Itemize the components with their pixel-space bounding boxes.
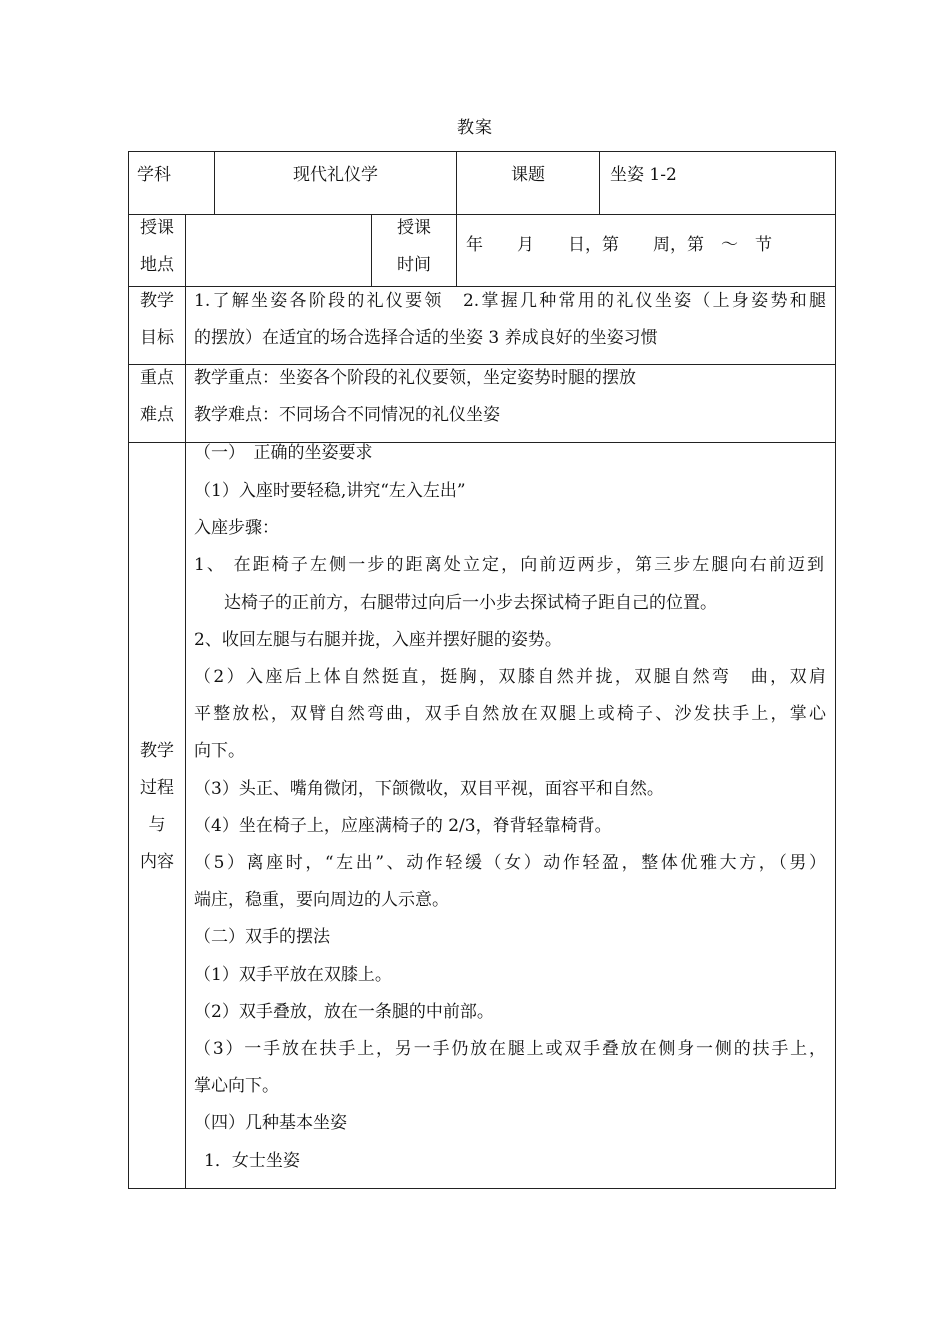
- process-line: 掌心向下。: [194, 1076, 279, 1096]
- location-label-line-1: 授课: [140, 218, 174, 238]
- table-border-top: [128, 151, 836, 152]
- table-border-right: [835, 151, 836, 1189]
- key-points-line-2: 教学难点：不同场合不同情况的礼仪坐姿: [194, 405, 500, 425]
- table-border-bottom: [128, 1188, 836, 1189]
- key-points-line-1: 教学重点：坐姿各个阶段的礼仪要领，坐定姿势时腿的摆放: [194, 368, 636, 388]
- process-line: 端庄，稳重，要向周边的人示意。: [194, 890, 449, 910]
- key-points-label-line-1: 重点: [140, 368, 174, 388]
- topic-value: 坐姿 1-2: [610, 165, 677, 185]
- process-label-line-4: 内容: [140, 852, 174, 872]
- process-line: （3）一手放在扶手上，另一手仍放在腿上或双手叠放在侧身一侧的扶手上，: [194, 1039, 826, 1059]
- location-label-line-2: 地点: [140, 255, 174, 275]
- objectives-line-2: 的摆放）在适宜的场合选择合适的坐姿 3 养成良好的坐姿习惯: [194, 328, 658, 348]
- process-label-line-3: 与: [148, 815, 166, 835]
- table-col-divider: [456, 214, 457, 287]
- subject-label: 学科: [137, 165, 171, 185]
- document-title: 教案: [457, 118, 493, 138]
- time-label-line-2: 时间: [397, 255, 431, 275]
- subject-value: 现代礼仪学: [293, 165, 378, 185]
- process-line: （一） 正确的坐姿要求: [194, 443, 373, 463]
- table-row-divider: [128, 214, 836, 215]
- process-line: 达椅子的正前方，右腿带过向后一小步去探试椅子距自己的位置。: [224, 593, 717, 613]
- process-line: 平整放松，双臂自然弯曲，双手自然放在双腿上或椅子、沙发扶手上，掌心: [194, 704, 826, 724]
- process-line: （二）双手的摆法: [194, 927, 330, 947]
- process-label-line-2: 过程: [140, 778, 174, 798]
- process-line: （4）坐在椅子上，应座满椅子的 2/3，脊背轻靠椅背。: [194, 816, 612, 836]
- time-value: 年 月 日，第 周，第 ～ 节: [466, 235, 772, 255]
- process-line: （1）双手平放在双膝上。: [194, 965, 392, 985]
- time-label-line-1: 授课: [397, 218, 431, 238]
- process-line: 入座步骤：: [194, 518, 279, 538]
- topic-label: 课题: [511, 165, 545, 185]
- process-line: 1．女士坐姿: [204, 1151, 300, 1171]
- process-line: 2、收回左腿与右腿并拢，入座并摆好腿的姿势。: [194, 630, 562, 650]
- table-col-divider: [185, 214, 186, 1189]
- process-line: （2）双手叠放，放在一条腿的中前部。: [194, 1002, 494, 1022]
- objectives-label-line-1: 教学: [140, 291, 174, 311]
- process-line: （5）离座时，“左出”、动作轻缓（女）动作轻盈，整体优雅大方，（男）: [194, 853, 826, 873]
- lesson-plan-table: [128, 151, 836, 1189]
- objectives-line-1: 1.了解坐姿各阶段的礼仪要领 2.掌握几种常用的礼仪坐姿（上身姿势和腿: [194, 291, 826, 311]
- key-points-label-line-2: 难点: [140, 405, 174, 425]
- process-line: （3）头正、嘴角微闭，下颌微收，双目平视，面容平和自然。: [194, 779, 664, 799]
- process-label-line-1: 教学: [140, 741, 174, 761]
- process-line: （1）入座时要轻稳,讲究“左入左出”: [194, 481, 466, 501]
- objectives-label-line-2: 目标: [140, 328, 174, 348]
- process-line: （2）入座后上体自然挺直，挺胸，双膝自然并拢，双腿自然弯 曲，双肩: [194, 667, 826, 687]
- process-line: （四）几种基本坐姿: [194, 1113, 347, 1133]
- process-line: 1、 在距椅子左侧一步的距离处立定，向前迈两步，第三步左腿向右前迈到: [194, 555, 824, 575]
- process-line: 向下。: [194, 741, 245, 761]
- table-col-divider: [599, 151, 600, 215]
